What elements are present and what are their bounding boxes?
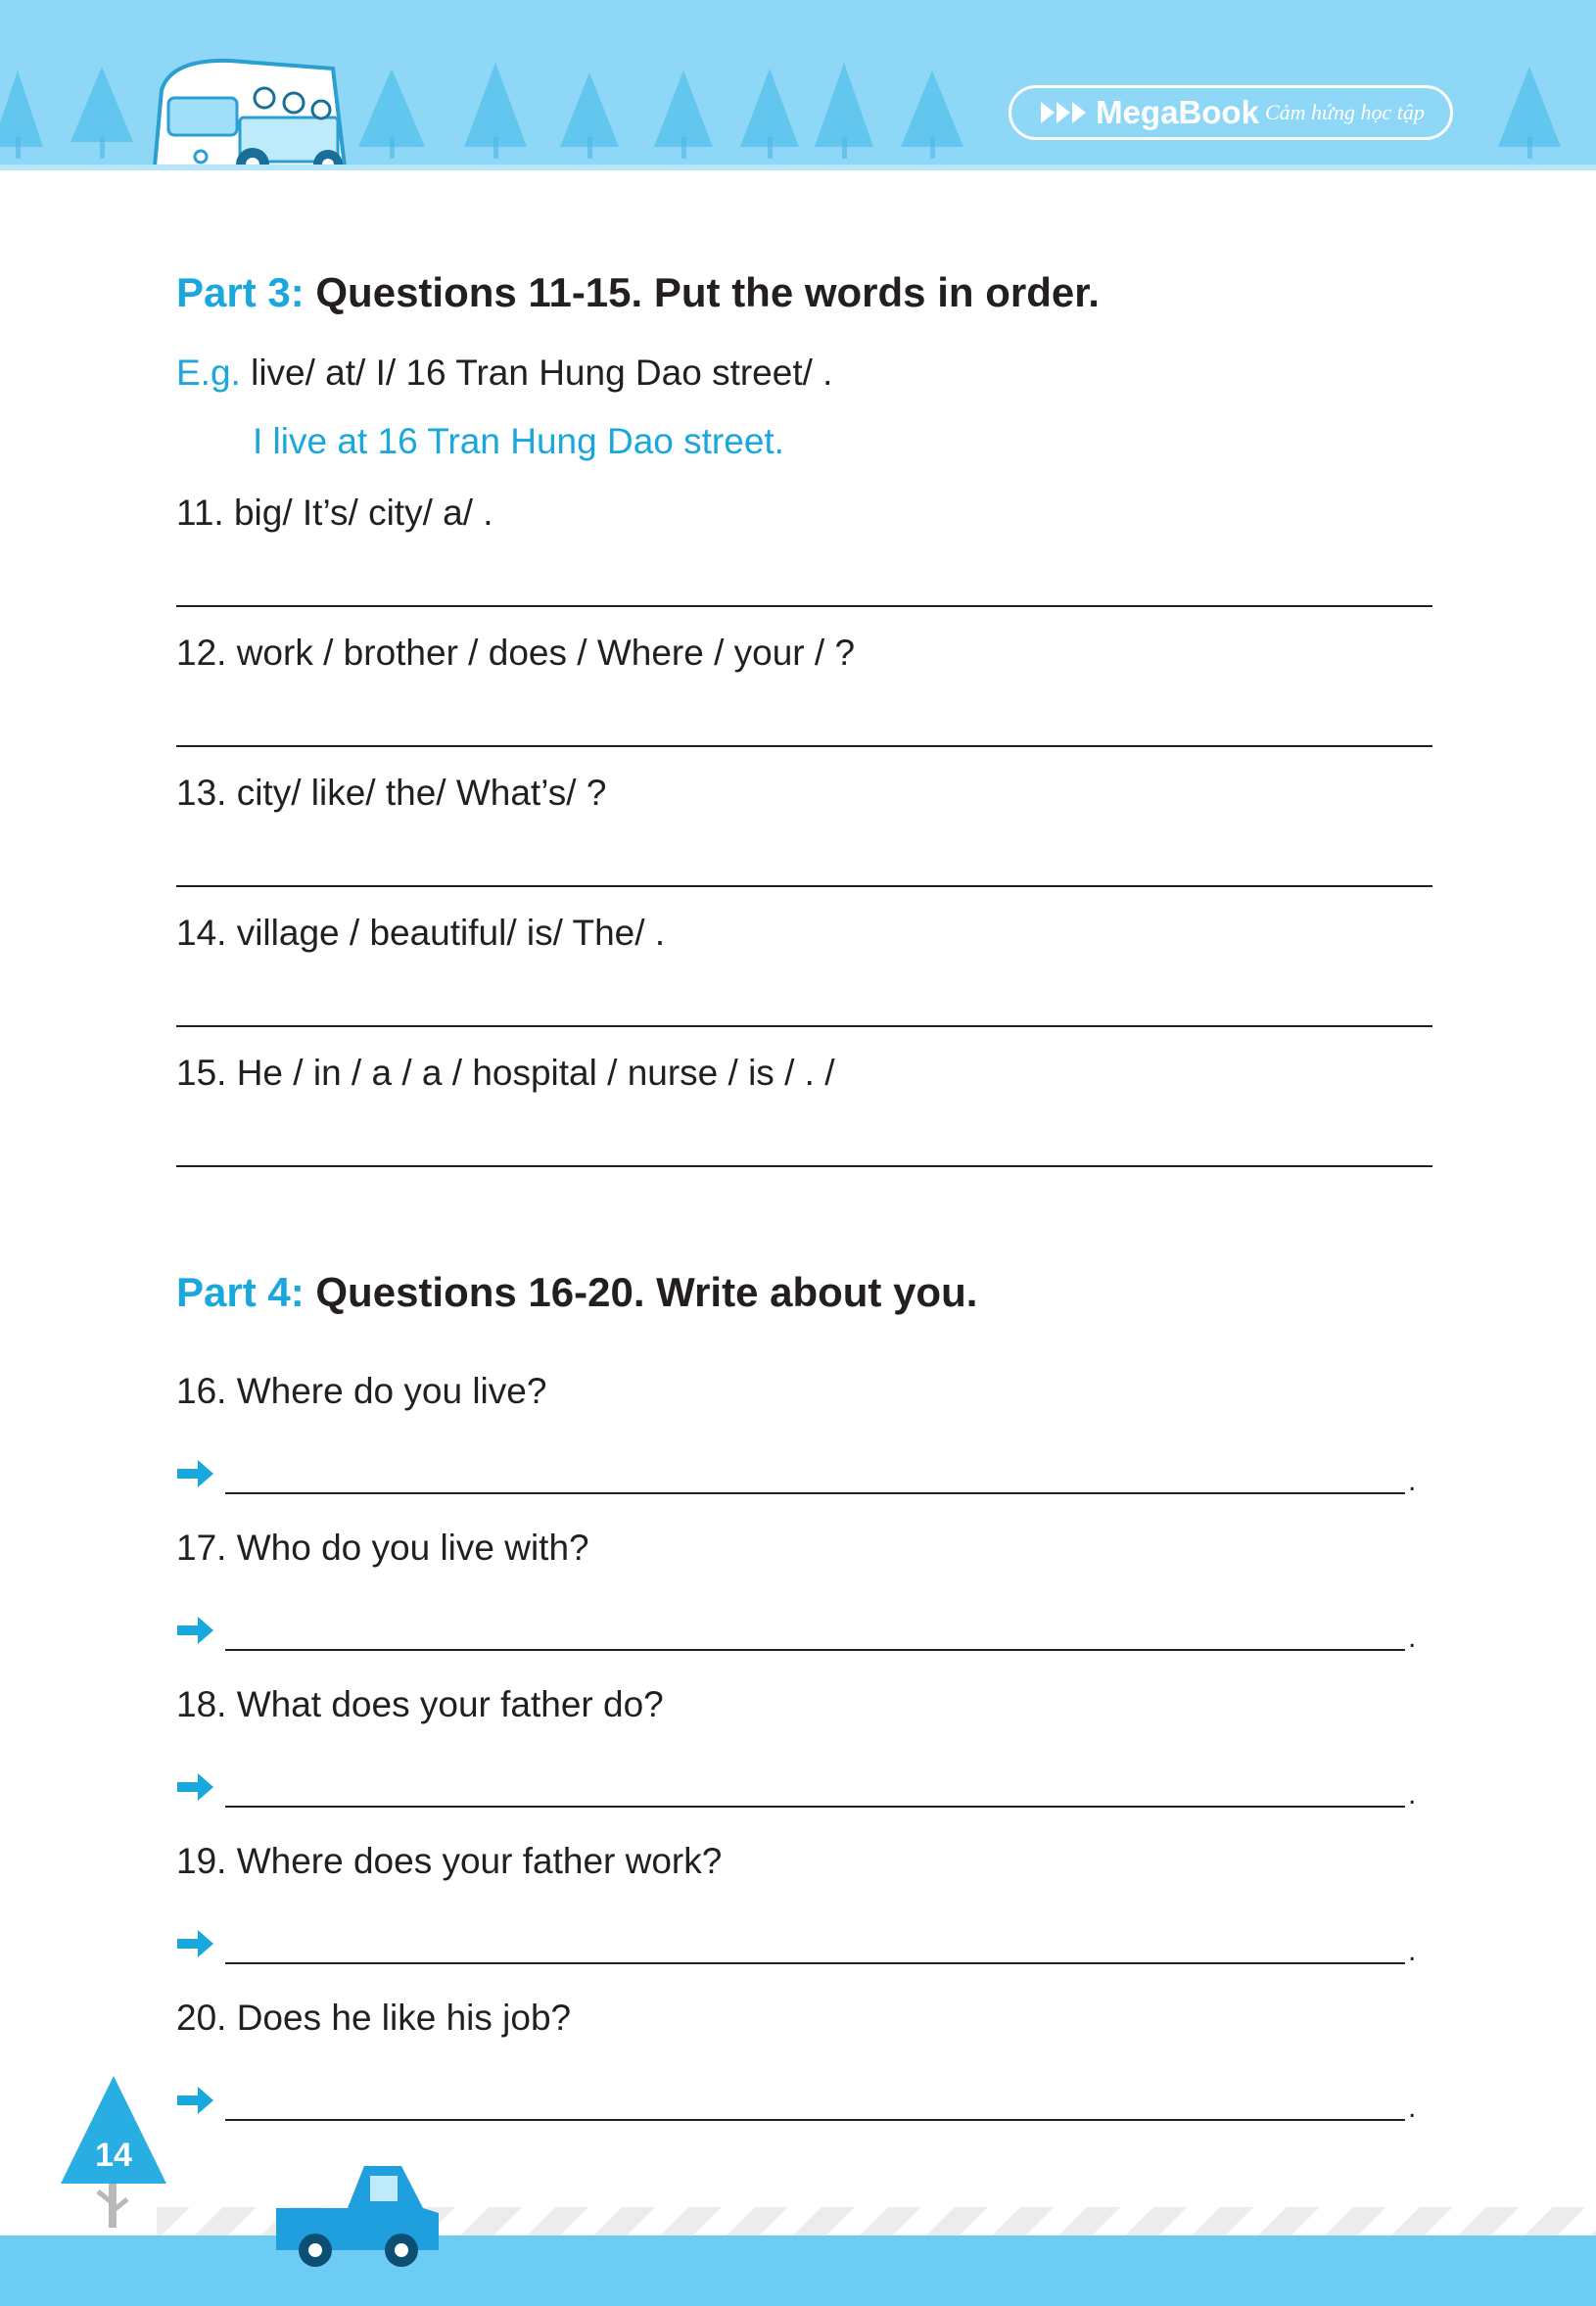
header-divider	[0, 165, 1596, 170]
question-14: 14. village / beautiful/ is/ The/ .	[176, 913, 666, 953]
part3-heading	[176, 269, 1100, 316]
question-20: 20. Does he like his job?	[176, 1998, 572, 2038]
answer-line-12[interactable]	[176, 745, 1432, 747]
question-13: 13. city/ like/ the/ What’s/ ?	[176, 773, 607, 813]
example-label: E.g.	[176, 353, 241, 393]
part4-heading	[176, 1269, 977, 1316]
megabook-logo-icon	[1037, 99, 1090, 126]
answer-line-19[interactable]	[225, 1962, 1405, 1964]
part3-label: Part 3:	[176, 269, 305, 315]
brand-name: MegaBook	[1096, 94, 1259, 130]
example-answer: I live at 16 Tran Hung Dao street.	[253, 421, 784, 461]
part3-instruction: Questions 11-15. Put the words in order.	[315, 269, 1100, 315]
arrow-right-icon	[174, 1611, 217, 1650]
answer-line-15[interactable]	[176, 1165, 1432, 1167]
answer-line-14[interactable]	[176, 1025, 1432, 1027]
example-line	[176, 353, 832, 394]
brand-badge	[1009, 85, 1453, 140]
answer-line-17[interactable]	[225, 1649, 1405, 1651]
question-17: 17. Who do you live with?	[176, 1528, 589, 1568]
arrow-right-icon	[174, 1924, 217, 1963]
brand-tagline: Cảm hứng học tập	[1264, 100, 1425, 124]
header-decoration	[0, 0, 1596, 168]
footer-decoration	[0, 2066, 1596, 2306]
question-12: 12. work / brother / does / Where / your / ?	[176, 633, 856, 673]
line-end-dot: .	[1408, 1622, 1417, 1654]
example-prompt: live/ at/ I/ 16 Tran Hung Dao street/ .	[251, 353, 833, 393]
arrow-right-icon	[174, 1454, 217, 1493]
part4-instruction: Questions 16-20. Write about you.	[315, 1269, 978, 1315]
question-19: 19. Where does your father work?	[176, 1841, 723, 1881]
bus-icon	[155, 61, 345, 168]
line-end-dot: .	[1408, 2092, 1417, 2124]
question-16: 16. Where do you live?	[176, 1371, 547, 1411]
arrow-right-icon	[174, 1767, 217, 1807]
line-end-dot: .	[1408, 1778, 1417, 1811]
car-icon	[276, 2166, 439, 2267]
answer-line-11[interactable]	[176, 605, 1432, 607]
part4-label: Part 4:	[176, 1269, 305, 1315]
answer-line-18[interactable]	[225, 1806, 1405, 1808]
line-end-dot: .	[1408, 1935, 1417, 1967]
line-end-dot: .	[1408, 1465, 1417, 1497]
question-11: 11. big/ It’s/ city/ a/ .	[176, 493, 493, 533]
answer-line-13[interactable]	[176, 885, 1432, 887]
question-18: 18. What does your father do?	[176, 1684, 664, 1724]
page-number: 14	[95, 2137, 132, 2174]
answer-line-16[interactable]	[225, 1492, 1405, 1494]
question-15: 15. He / in / a / a / hospital / nurse / is / . /	[176, 1053, 835, 1093]
